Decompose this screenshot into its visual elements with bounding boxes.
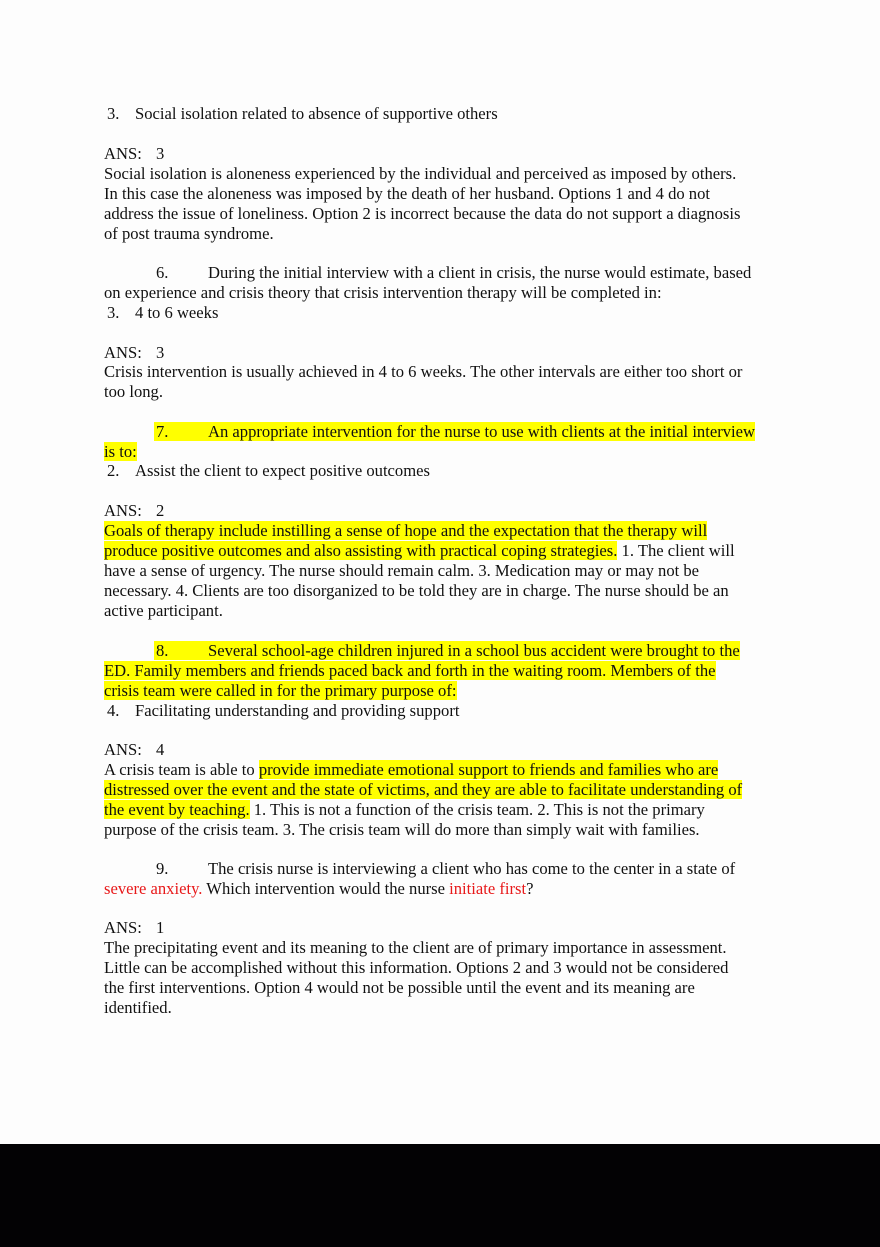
rationale-line: The precipitating event and its meaning to the client are of primary importance in assessment. bbox=[104, 938, 727, 957]
rationale-line: the event by teaching. 1. This is not a function of the crisis team. 2. This is not the primary bbox=[104, 800, 705, 819]
question-q9-line2: severe anxiety. Which intervention would the nurse initiate first? bbox=[104, 879, 534, 898]
emphasis-initiate-first: initiate first bbox=[449, 879, 527, 898]
question-q9-line1: 9. The crisis nurse is interviewing a client who has come to the center in a state of bbox=[156, 859, 736, 878]
answer-q9: ANS: 1 bbox=[104, 918, 165, 937]
question-q7-line2: is to: bbox=[104, 442, 137, 461]
rationale-line: identified. bbox=[104, 998, 172, 1017]
question-q8-line2: ED. Family members and friends paced back and forth in the waiting room. Members of the bbox=[104, 661, 716, 680]
selected-option-q7: 2. Assist the client to expect positive outcomes bbox=[107, 461, 430, 480]
rationale-line: Social isolation is aloneness experienced by the individual and perceived as imposed by others. bbox=[104, 164, 737, 183]
question-q6-line1: 6. During the initial interview with a client in crisis, the nurse would estimate, based bbox=[156, 263, 752, 282]
rationale-line: Little can be accomplished without this information. Options 2 and 3 would not be considered bbox=[104, 958, 729, 977]
rationale-line: Crisis intervention is usually achieved in 4 to 6 weeks. The other intervals are either too short or bbox=[104, 362, 743, 381]
rationale-line: In this case the aloneness was imposed by the death of her husband. Options 1 and 4 do not bbox=[104, 184, 711, 203]
rationale-line: distressed over the event and the state of victims, and they are able to facilitate understanding of bbox=[104, 780, 743, 799]
answer-q8: ANS: 4 bbox=[104, 740, 165, 759]
emphasis-severe-anxiety: severe anxiety. bbox=[104, 879, 203, 898]
selected-option-q8: 4. Facilitating understanding and providing support bbox=[107, 701, 460, 720]
rationale-line: purpose of the crisis team. 3. The crisis team will do more than simply wait with families. bbox=[104, 820, 700, 839]
rationale-line: of post trauma syndrome. bbox=[104, 224, 274, 243]
rationale-line: Goals of therapy include instilling a sense of hope and the expectation that the therapy will bbox=[104, 521, 708, 540]
selected-option-q5: 3. Social isolation related to absence of supportive others bbox=[107, 104, 498, 123]
rationale-line: the first interventions. Option 4 would not be possible until the event and its meaning are bbox=[104, 978, 695, 997]
rationale-line: produce positive outcomes and also assisting with practical coping strategies. 1. The client will bbox=[104, 541, 735, 560]
rationale-line: necessary. 4. Clients are too disorganized to be told they are in charge. The nurse should be an bbox=[104, 581, 729, 600]
rationale-line: A crisis team is able to provide immediate emotional support to friends and families who are bbox=[104, 760, 719, 779]
question-q6-line2: on experience and crisis theory that crisis intervention therapy will be completed in: bbox=[104, 283, 662, 302]
answer-q5: ANS: 3 bbox=[104, 144, 165, 163]
selected-option-q6: 3. 4 to 6 weeks bbox=[107, 303, 219, 322]
answer-q7: ANS: 2 bbox=[104, 501, 165, 520]
rationale-line: active participant. bbox=[104, 601, 223, 620]
question-q7-line1: 7. An appropriate intervention for the nurse to use with clients at the initial interview bbox=[156, 422, 755, 441]
question-q8-line3: crisis team were called in for the primary purpose of: bbox=[104, 681, 457, 700]
rationale-line: too long. bbox=[104, 382, 164, 401]
rationale-line: have a sense of urgency. The nurse should remain calm. 3. Medication may or may not be bbox=[104, 561, 700, 580]
bottom-black-bar bbox=[0, 1144, 880, 1247]
question-q8-line1: 8. Several school-age children injured in a school bus accident were brought to the bbox=[156, 641, 740, 660]
rationale-line: address the issue of loneliness. Option 2 is incorrect because the data do not support a diagnosis bbox=[104, 204, 741, 223]
answer-q6: ANS: 3 bbox=[104, 343, 165, 362]
